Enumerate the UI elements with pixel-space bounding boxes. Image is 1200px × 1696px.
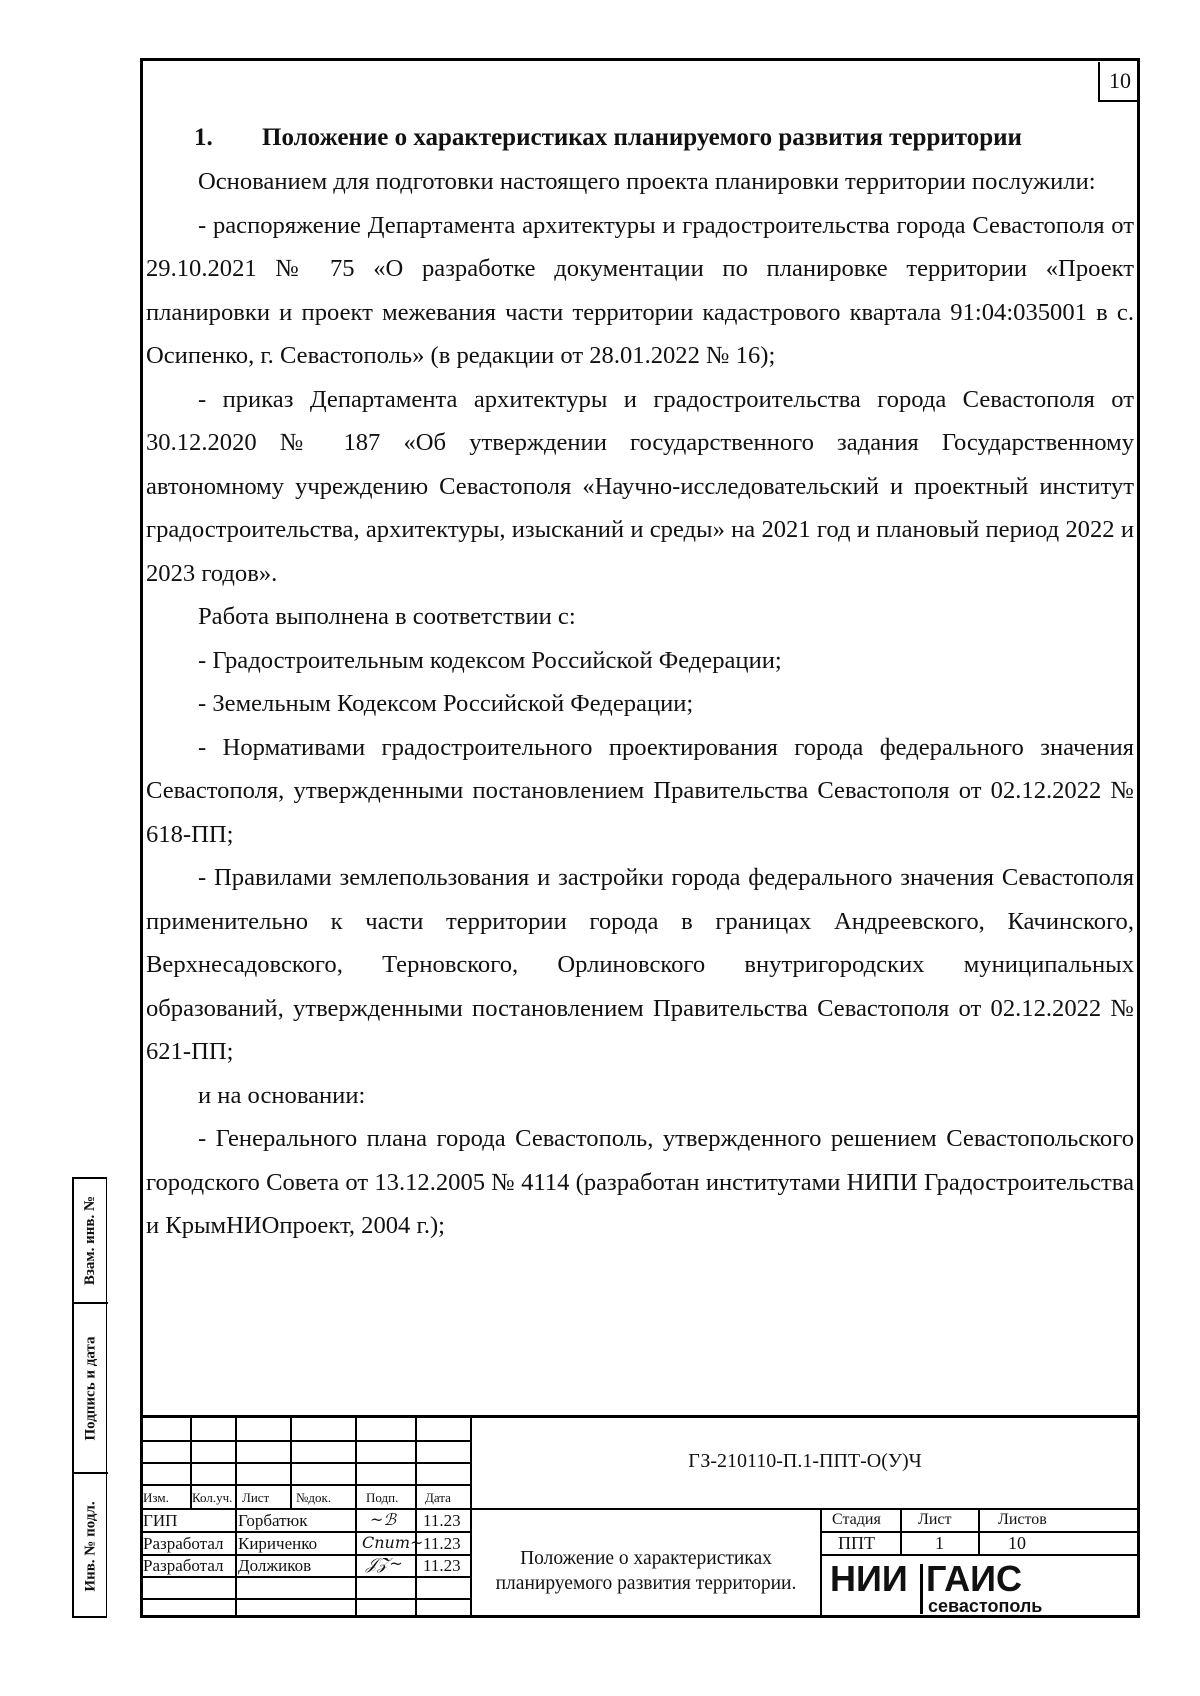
logo-nii: НИИ bbox=[830, 1558, 908, 1599]
paragraph: - Генерального плана города Севастополь, утвержденного решением Севастопольского городского Совета от 13.12.2005 № 4114 (разработан институтами НИПИ Градостроительства и КрымНИОпроект, 2004 г.); bbox=[146, 1125, 1134, 1239]
section-number: 1. bbox=[194, 124, 213, 151]
sheet-header: Лист bbox=[918, 1511, 952, 1528]
header-kol: Кол.уч. bbox=[192, 1490, 233, 1505]
name-dolzhikov: Должиков bbox=[238, 1556, 312, 1575]
document-title-line: планируемого развития территории. bbox=[495, 1573, 797, 1594]
section-title: Положение о характеристиках планируемого развития территории bbox=[262, 124, 1022, 151]
side-stamp bbox=[72, 1177, 106, 1618]
document-code: ГЗ-210110-П.1-ППТ-О(У)Ч bbox=[688, 1450, 922, 1472]
document-body bbox=[146, 118, 1134, 1248]
role-gip: ГИП bbox=[143, 1511, 178, 1530]
section-heading bbox=[146, 118, 1134, 158]
sheets-value: 10 bbox=[1008, 1533, 1026, 1553]
date-row3: 11.23 bbox=[423, 1556, 461, 1575]
name-gorbatyuk: Горбатюк bbox=[238, 1511, 308, 1530]
header-list: Лист bbox=[242, 1490, 270, 1505]
paragraph: - Земельным Кодексом Российской Федерации; bbox=[198, 690, 694, 717]
signature-icon: ~ℬ bbox=[370, 1510, 396, 1529]
side-cell-podpis bbox=[74, 1304, 108, 1474]
paragraph: - Правилами землепользования и застройки города федерального значения Севастополя применительно к части территории города в границах Андреевского, Качинского, Верхнесадовского, Терновского, Орлиновского внутригородских муниципальных образований, утвержденными постановлением Правительства Севастополя от 02.12.2022 № 621-ПП; bbox=[146, 864, 1134, 1065]
page-number: 10 bbox=[1098, 62, 1140, 102]
side-label-vzam: Взам. инв. № bbox=[82, 1195, 99, 1286]
side-label-inv: Инв. № подл. bbox=[82, 1500, 99, 1592]
logo-sevastopol: севастополь bbox=[928, 1596, 1043, 1616]
header-data: Дата bbox=[425, 1490, 451, 1505]
paragraph: - Нормативами градостроительного проектирования города федерального значения Севастополя, утвержденными постановлением Правительства Севастополя от 02.12.2022 № 618-ПП; bbox=[146, 733, 1134, 848]
header-izm: Изм. bbox=[143, 1490, 169, 1505]
logo-gais: ГАИС bbox=[926, 1558, 1023, 1599]
header-podp: Подп. bbox=[366, 1490, 399, 1505]
side-stamp-blank-column bbox=[106, 1177, 140, 1618]
paragraph: и на основании: bbox=[198, 1081, 366, 1109]
stage-header: Стадия bbox=[832, 1511, 881, 1528]
side-cell-inv bbox=[74, 1474, 108, 1618]
paragraph: - приказ Департамента архитектуры и градостроительства города Севастополя от 30.12.2020 № 187 «Об утверждении государственного задания Государственному автономному учреждению Севастополя «Научно-исследовательский и проектный институт градостроительства, архитектуры, изысканий и среды» на 2021 год и плановый период 2022 и 2023 годов». bbox=[146, 385, 1134, 587]
paragraph: Работа выполнена в соответствии с: bbox=[198, 603, 576, 630]
title-block bbox=[140, 1415, 1140, 1618]
side-label-podpis: Подпись и дата bbox=[82, 1335, 99, 1441]
name-kirichenko: Кириченко bbox=[238, 1534, 318, 1553]
sheet-value: 1 bbox=[935, 1533, 944, 1553]
date-row2: 11.23 bbox=[423, 1534, 461, 1553]
signature-icon: 𝒥𝒵~ bbox=[366, 1554, 403, 1573]
document-title-line: Положение о характеристиках bbox=[520, 1548, 772, 1569]
paragraph: - распоряжение Департамента архитектуры и градостроительства города Севастополя от 29.10.2021 № 75 «О разработке документации по планировке территории «Проект планировки и проект межевания части территории кадастрового квартала 91:04:035001 в с. Осипенко, г. Севастополь» (в редакции от 28.01.2022 № 16); bbox=[146, 211, 1134, 369]
sheets-header: Листов bbox=[998, 1511, 1047, 1528]
stage-value: ППТ bbox=[838, 1533, 875, 1553]
document-title bbox=[472, 1546, 820, 1596]
paragraph: Основанием для подготовки настоящего проекта планировки территории послужили: bbox=[198, 168, 1096, 195]
header-ndok: №док. bbox=[296, 1490, 332, 1505]
role-developer-1: Разработал bbox=[143, 1534, 224, 1553]
paragraph: - Градостроительным кодексом Российской Федерации; bbox=[198, 646, 782, 674]
date-row1: 11.23 bbox=[423, 1511, 461, 1530]
signature-icon: Спит~ bbox=[362, 1533, 424, 1552]
role-developer-2: Разработал bbox=[143, 1556, 224, 1575]
side-cell-vzam bbox=[74, 1179, 108, 1304]
